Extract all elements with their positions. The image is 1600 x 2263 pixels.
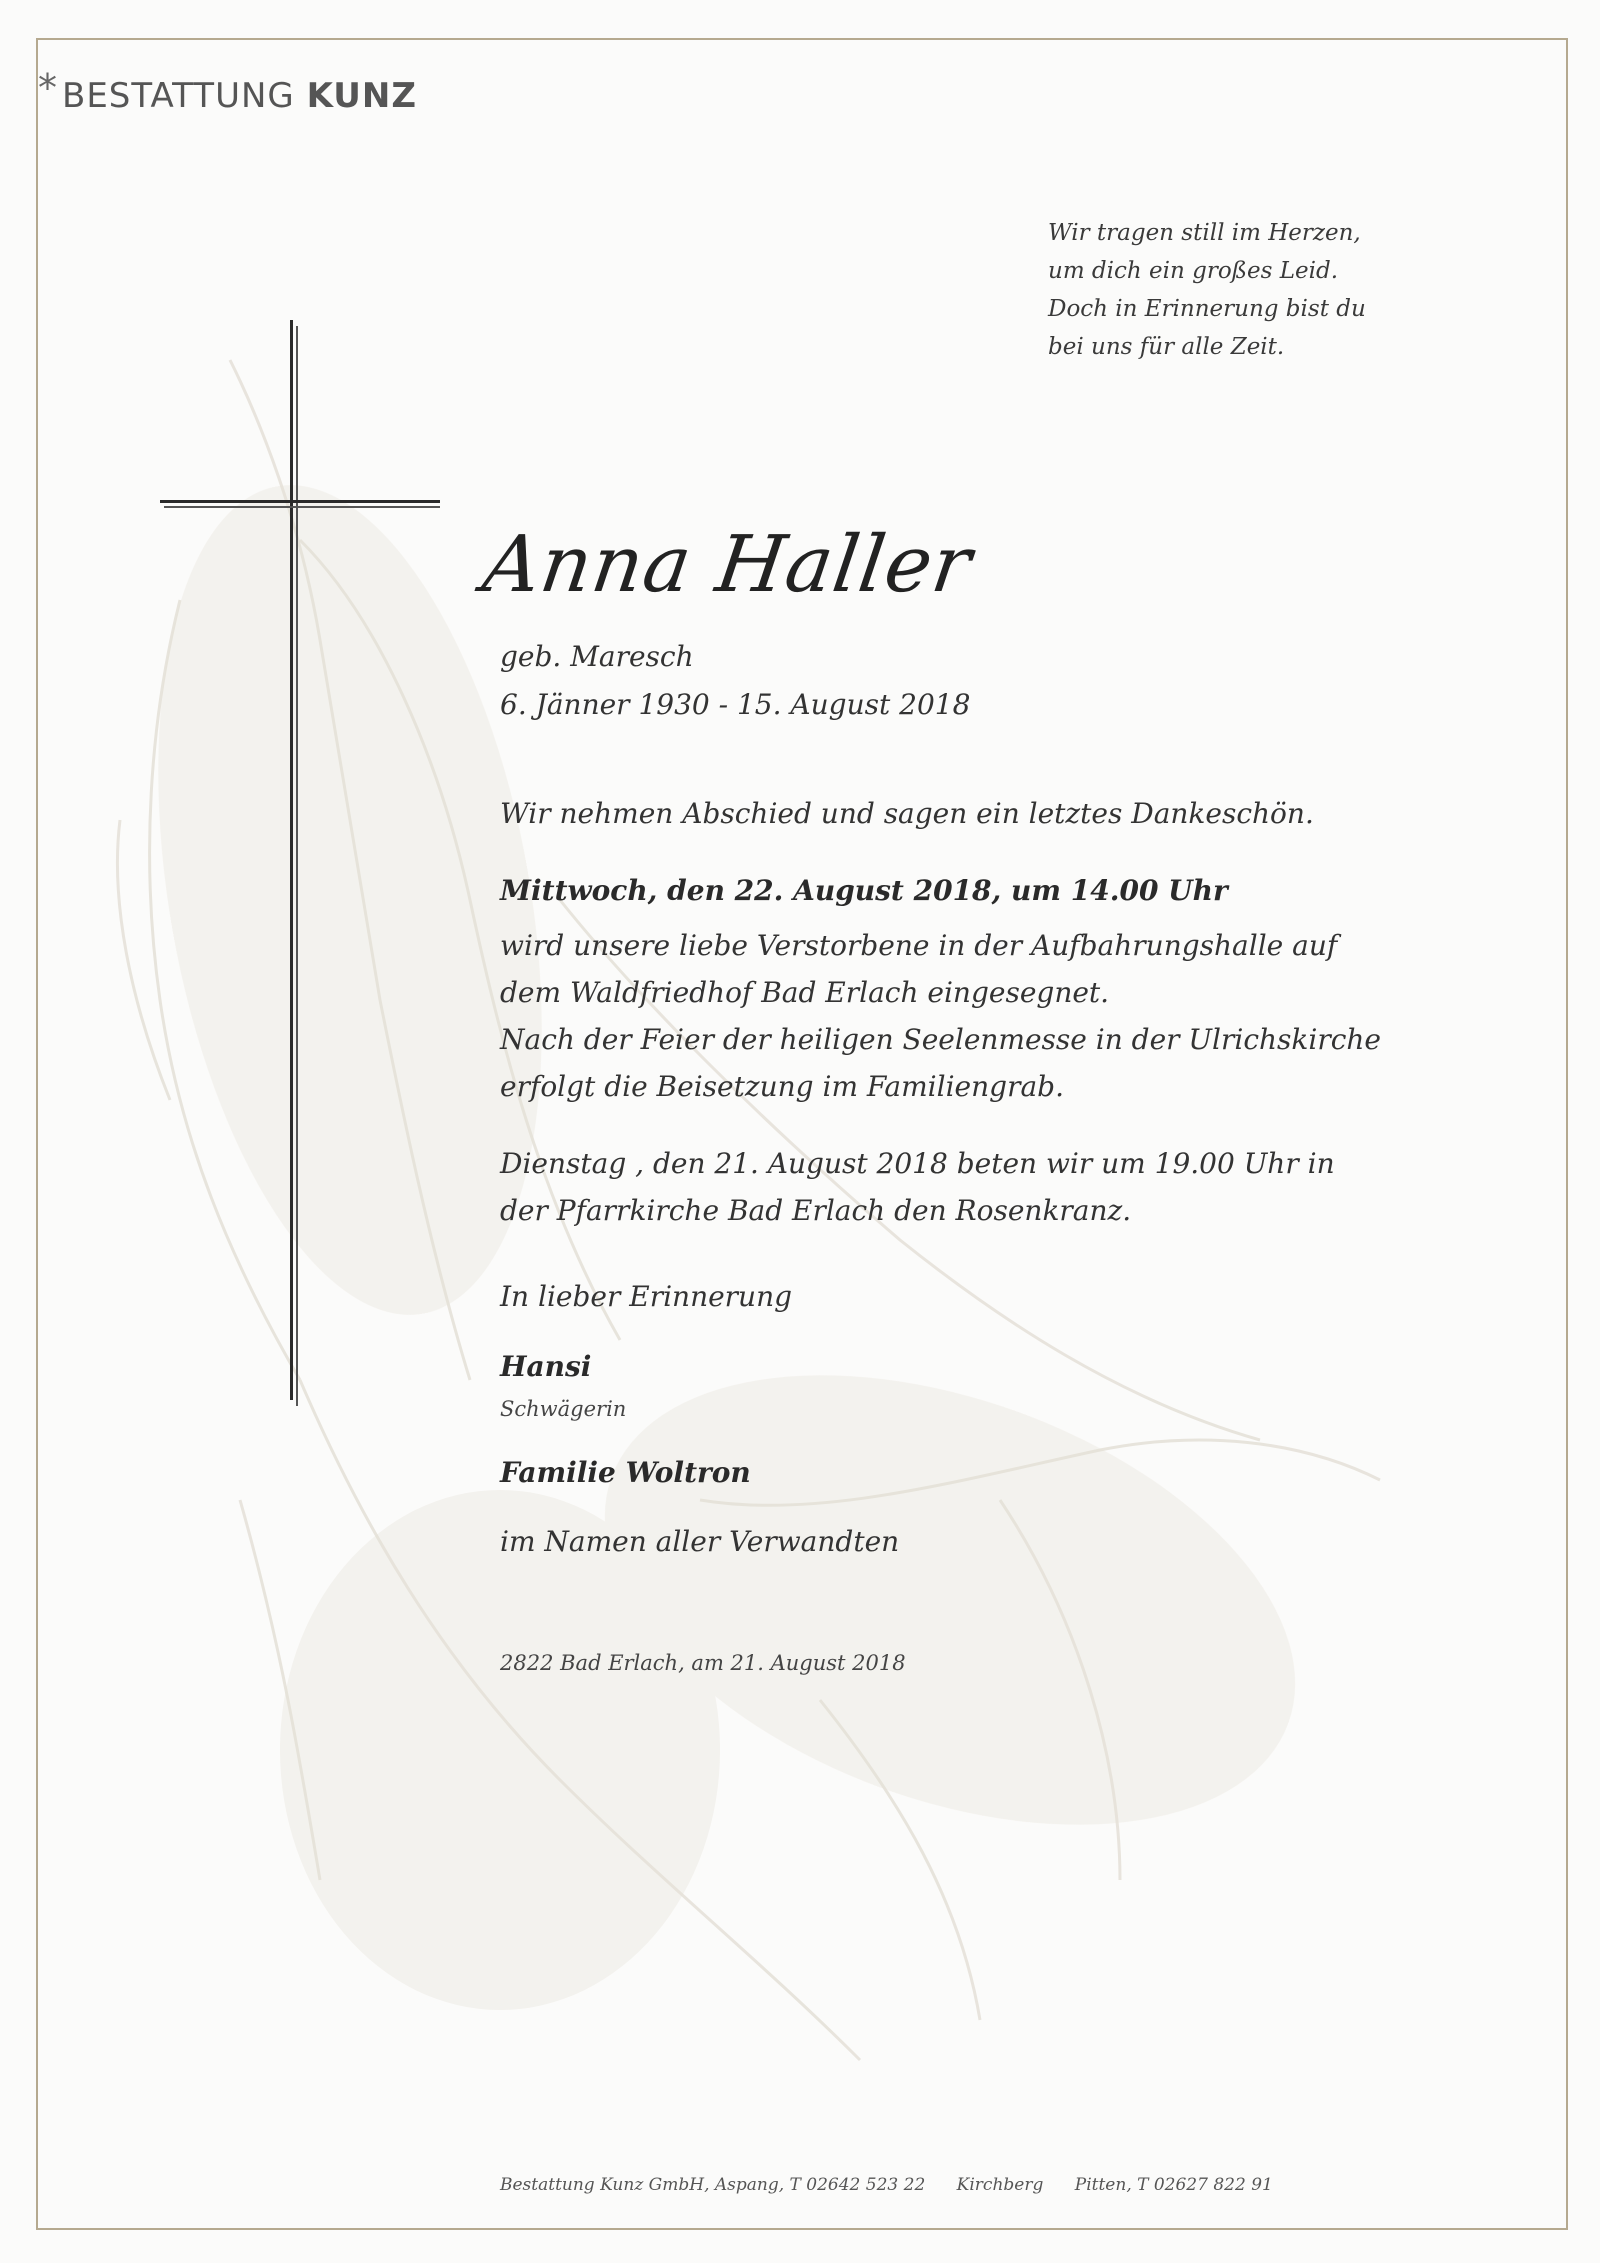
mourners-outro: im Namen aller Verwandten [500,1525,900,1558]
funeral-home-logo [38,66,418,116]
logo-prefix: BESTATTUNG [62,76,295,116]
verse-line: Doch in Erinnerung bist du [1048,296,1366,322]
funeral-line: wird unsere liebe Verstorbene in der Aufbahrungshalle auf [500,929,1338,962]
verse-line: bei uns für alle Zeit. [1048,334,1285,360]
memorial-verse [1048,214,1378,366]
mourner-name: Familie Woltron [500,1456,751,1489]
farewell-text: Wir nehmen Abschied und sagen ein letztes Dankeschön. [500,797,1314,830]
funeral-line: erfolgt die Beisetzung im Familiengrab. [500,1070,1064,1103]
rosary-details [500,1140,1335,1234]
footer-location: Kirchberg [956,2175,1044,2195]
birth-name: geb. Maresch [500,640,694,673]
mourner-name: Hansi [500,1350,592,1383]
funeral-details [500,922,1381,1110]
funeral-date: Mittwoch, den 22. August 2018, um 14.00 Uhr [500,874,1228,907]
verse-line: Wir tragen still im Herzen, [1048,220,1361,246]
funeral-line: dem Waldfriedhof Bad Erlach eingesegnet. [500,976,1110,1009]
life-dates: 6. Jänner 1930 - 15. August 2018 [500,688,971,721]
mourner-relation: Schwägerin [500,1397,627,1421]
funeral-line: Nach der Feier der heiligen Seelenmesse in der Ulrichskirche [500,1023,1381,1056]
footer-contact [500,2175,1299,2195]
logo-star: * [38,66,58,110]
rosary-line: Dienstag , den 21. August 2018 beten wir um 19.00 Uhr in [500,1147,1335,1180]
footer-company: Bestattung Kunz GmbH, Aspang, T 02642 523 22 [500,2175,926,2195]
deceased-name: Anna Haller [477,520,978,610]
mourners-intro: In lieber Erinnerung [500,1280,793,1313]
footer-location: Pitten, T 02627 822 91 [1074,2175,1273,2195]
logo-bold: KUNZ [306,76,418,116]
rosary-line: der Pfarrkirche Bad Erlach den Rosenkranz. [500,1194,1132,1227]
cross-icon [150,320,450,1410]
verse-line: um dich ein großes Leid. [1048,258,1339,284]
place-date: 2822 Bad Erlach, am 21. August 2018 [500,1651,906,1675]
